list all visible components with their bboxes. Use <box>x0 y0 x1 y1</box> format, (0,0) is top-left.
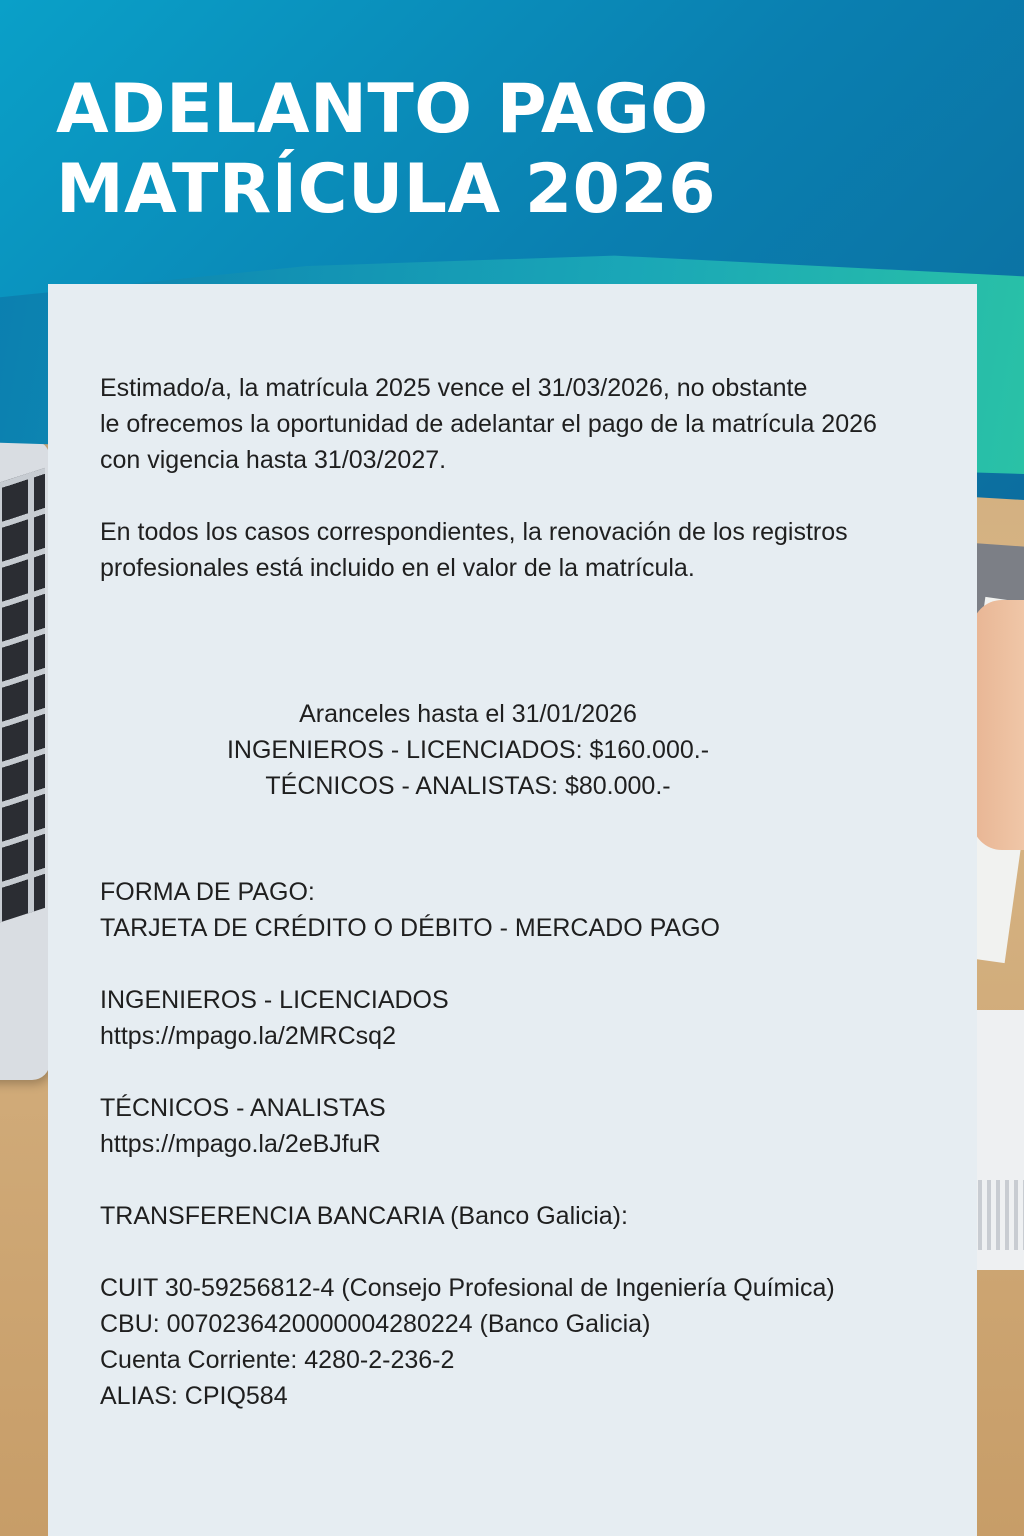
transfer-heading: TRANSFERENCIA BANCARIA (Banco Galicia): <box>100 1202 628 1230</box>
fee-technicians: TÉCNICOS - ANALISTAS: $80.000.- <box>265 772 671 800</box>
renewal-line: En todos los casos correspondientes, la renovación de los registros <box>100 518 848 546</box>
payment-block <box>100 874 960 1414</box>
chart-bars-decoration <box>978 1180 1024 1250</box>
intro-line: Estimado/a, la matrícula 2025 vence el 31/03/2026, no obstante <box>100 374 808 402</box>
title-line-1: ADELANTO PAGO <box>56 70 709 149</box>
renewal-line: profesionales está incluido en el valor de la matrícula. <box>100 554 695 582</box>
payment-method: TARJETA DE CRÉDITO O DÉBITO - MERCADO PAGO <box>100 914 720 942</box>
alias-line: ALIAS: CPIQ584 <box>100 1382 288 1410</box>
technicians-payment-link[interactable]: https://mpago.la/2eBJfuR <box>100 1130 381 1158</box>
fees-block <box>48 696 888 804</box>
payment-heading: FORMA DE PAGO: <box>100 878 315 906</box>
hand-image <box>972 600 1024 850</box>
fees-heading: Aranceles hasta el 31/01/2026 <box>299 700 637 728</box>
intro-line: con vigencia hasta 31/03/2027. <box>100 446 447 474</box>
renewal-paragraph <box>100 514 960 586</box>
title-line-2: MATRÍCULA 2026 <box>56 150 717 229</box>
fee-engineers: INGENIEROS - LICENCIADOS: $160.000.- <box>226 736 710 764</box>
engineers-label: INGENIEROS - LICENCIADOS <box>100 986 449 1014</box>
info-card <box>48 284 977 1536</box>
page-title <box>56 70 716 230</box>
intro-paragraph <box>100 370 960 478</box>
intro-line: le ofrecemos la oportunidad de adelantar el pago de la matrícula 2026 <box>100 410 877 438</box>
engineers-payment-link[interactable]: https://mpago.la/2MRCsq2 <box>100 1022 396 1050</box>
cuit-line: CUIT 30-59256812-4 (Consejo Profesional de Ingeniería Química) <box>100 1274 835 1302</box>
technicians-label: TÉCNICOS - ANALISTAS <box>100 1094 386 1122</box>
keyboard-image <box>0 468 45 932</box>
account-line: Cuenta Corriente: 4280-2-236-2 <box>100 1346 455 1374</box>
cbu-line: CBU: 0070236420000004280224 (Banco Galicia) <box>100 1310 651 1338</box>
